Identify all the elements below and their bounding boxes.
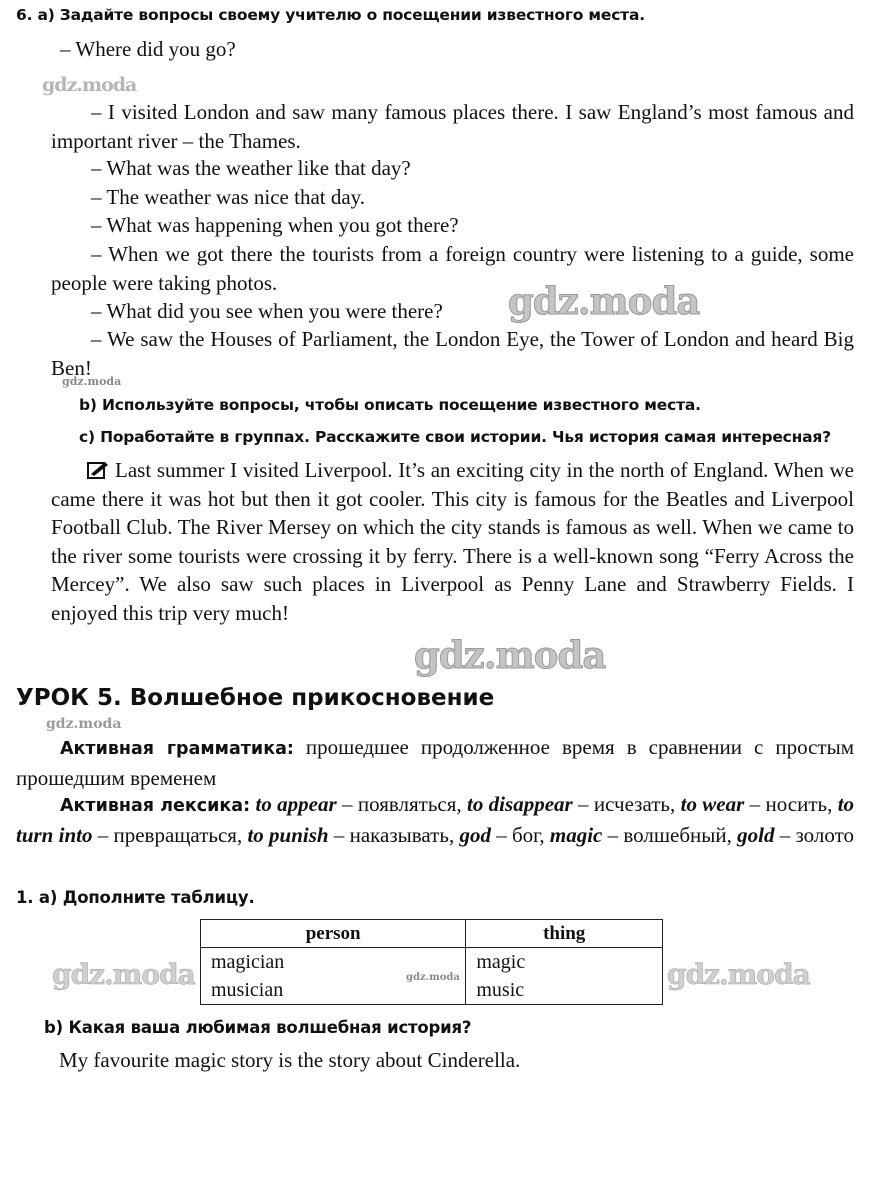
vocab-meaning: появляться <box>357 792 457 816</box>
dialogue-line-6: – When we got there the tourists from a foreign country were listening to a guide, some people were taking photos. <box>51 242 854 295</box>
vocab-meaning: волшебный <box>623 822 727 847</box>
fill-in-table <box>200 919 663 1005</box>
grammar-text: прошедшее продолженное время в сравнении с простым прошедшим временем <box>16 735 854 790</box>
answer-1b: My favourite magic story is the story about Cinderella. <box>59 1048 521 1072</box>
task-1a: 1. a) Дополните таблицу. <box>16 888 255 907</box>
vocab-meaning: исчезать <box>593 792 670 816</box>
vocab-label: Активная лексика: <box>60 796 251 816</box>
dialogue-line-2: – I visited London and saw many famous places there. I saw England’s most famous and important river – the Thames. <box>51 100 854 153</box>
vocab-meaning: наказывать <box>349 822 449 847</box>
active-grammar <box>16 733 854 792</box>
vocab-meaning: превращаться <box>113 822 237 847</box>
dialogue-line-8: – We saw the Houses of Parliament, the London Eye, the Tower of London and heard Big Ben! <box>51 327 854 380</box>
task-1b: b) Какая ваша любимая волшебная история? <box>44 1018 472 1037</box>
dialogue-line-7: – What did you see when you were there? <box>91 299 443 323</box>
table-cell-value: magician <box>211 951 285 973</box>
table-header-row <box>201 920 663 948</box>
vocab-word: gold <box>737 822 775 847</box>
watermark-logo: gdz.moda <box>46 716 122 732</box>
table-header-person: person <box>201 920 466 948</box>
table-cell-thing <box>466 948 663 1005</box>
dialogue-line-1: – Where did you go? <box>60 37 236 61</box>
lesson-heading: УРОК 5. Волшебное прикосновение <box>16 685 495 711</box>
vocab-word: to punish <box>247 822 329 847</box>
watermark-logo: gdz.moda <box>414 633 606 677</box>
vocab-word: god <box>459 822 491 847</box>
watermark-logo: gdz.moda <box>52 958 195 991</box>
story-paragraph <box>51 456 854 628</box>
table-cell-value: magic <box>476 951 526 973</box>
table-cell-value: musician <box>211 979 284 1001</box>
pencil-notebook-icon <box>87 460 109 480</box>
task-6c: c) Поработайте в группах. Расскажите свои истории. Чья история самая интересная? <box>79 428 831 446</box>
watermark-logo: gdz.moda <box>42 74 137 96</box>
vocab-word: to disappear <box>467 792 573 816</box>
watermark-logo: gdz.moda <box>508 279 700 323</box>
dialogue-line-4: – The weather was nice that day. <box>91 185 366 209</box>
vocab-meaning: золото <box>795 822 854 847</box>
dialogue-line-3: – What was the weather like that day? <box>91 156 411 180</box>
task-6a: 6. a) Задайте вопросы своему учителю о посещении известного места. <box>16 6 645 24</box>
table-header-thing: thing <box>466 920 663 948</box>
dialogue-line-5: – What was happening when you got there? <box>91 213 459 237</box>
active-vocabulary: Активная лексика: to appear – появляться, to disappear – исчезать, to wear – носить, to turn into – превращаться, to punish – наказывать, god – бог, magic – волшебный, gold – золото <box>16 792 855 847</box>
vocab-word: to appear <box>255 792 337 816</box>
story-text: Last summer I visited Liverpool. It’s an exciting city in the north of England. When we came there it was hot but then it got cooler. This city is famous for the Beatles and Liverpool Football Club. The River Mersey on which the city stands is famous as well. When we came to the river some tourists were crossing it by ferry. There is a well-known song “Ferry Across the Mercey”. We also saw such places in Liverpool as Penny Lane and Strawberry Fields. I enjoyed this trip very much! <box>51 458 854 625</box>
grammar-label: Активная грамматика: <box>60 739 294 759</box>
vocab-word: to turn into <box>16 792 855 847</box>
vocab-word: to wear <box>680 792 745 816</box>
watermark-logo: gdz.moda <box>62 375 122 388</box>
watermark-logo: gdz.moda <box>667 958 810 991</box>
table-cell-value: music <box>476 979 525 1001</box>
vocab-word: magic <box>549 822 603 847</box>
task-6b: b) Используйте вопросы, чтобы описать посещение известного места. <box>79 396 701 414</box>
vocab-meaning: бог <box>511 822 540 847</box>
watermark-logo: gdz.moda <box>406 972 460 983</box>
vocab-meaning: носить <box>765 792 828 816</box>
